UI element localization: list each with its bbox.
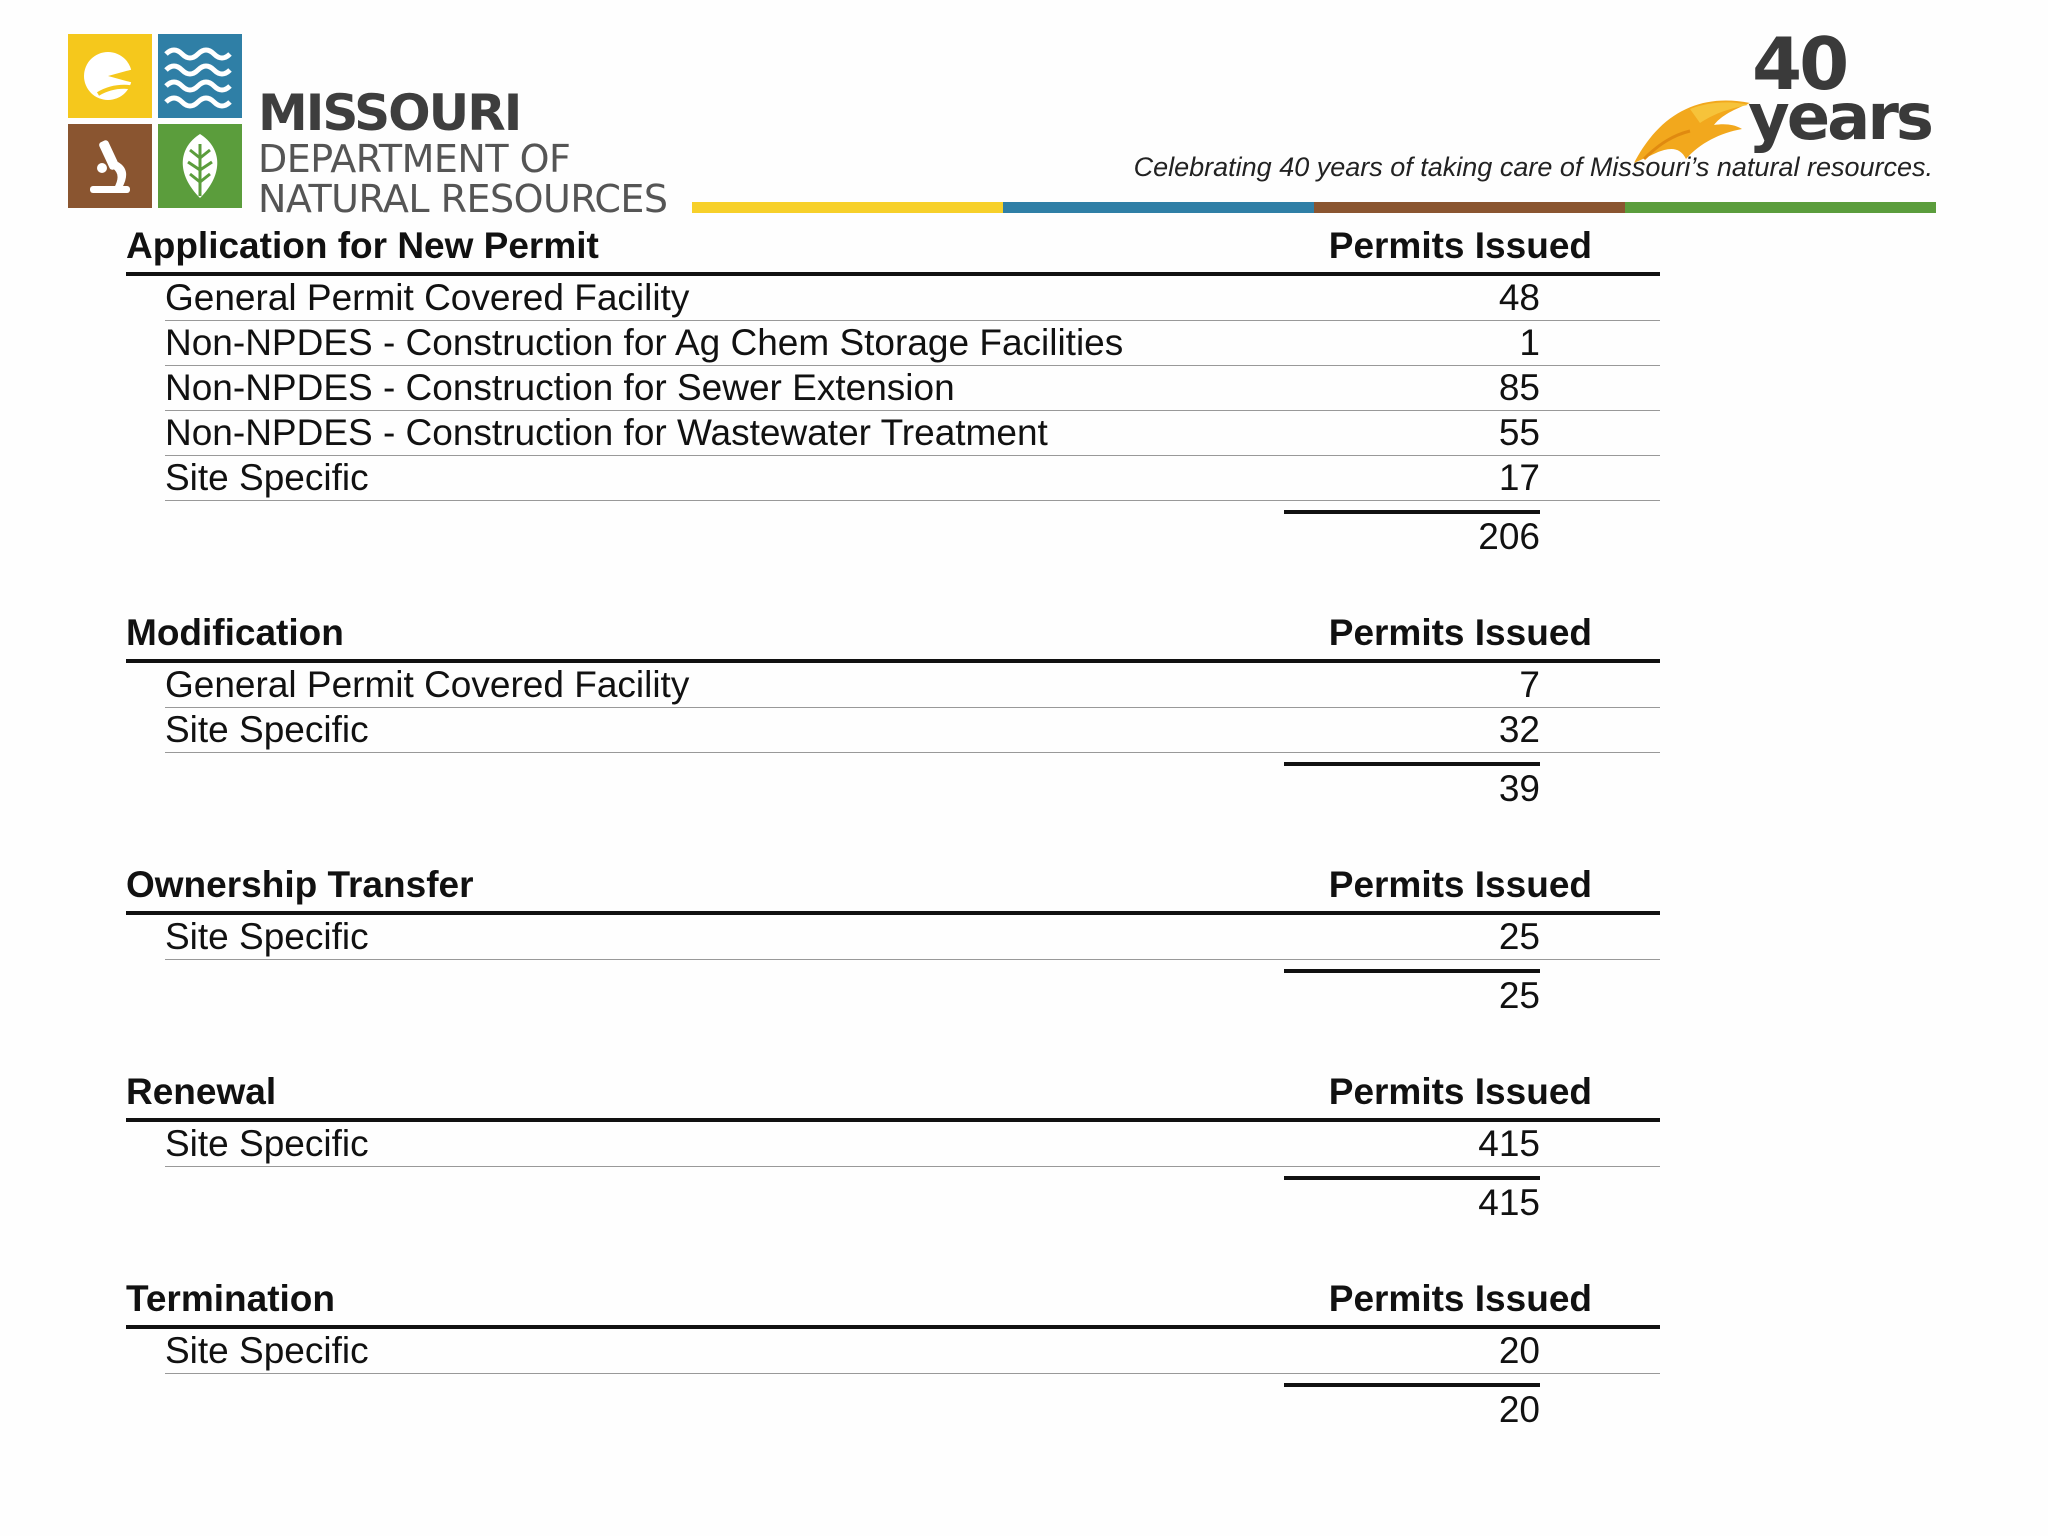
- row-value: 25: [1498, 916, 1540, 957]
- table-row: [165, 456, 1660, 501]
- column-header: Permits Issued: [1328, 612, 1592, 653]
- section-total: [126, 1167, 1660, 1223]
- anniversary-word: years: [1748, 81, 1931, 155]
- permit-section: [126, 218, 1660, 557]
- total-rule: [1284, 1383, 1540, 1387]
- section-total: [126, 1374, 1660, 1430]
- table-row: [165, 1122, 1660, 1167]
- total-rule: [1284, 969, 1540, 973]
- row-label: Site Specific: [165, 457, 369, 498]
- row-label: General Permit Covered Facility: [165, 277, 690, 318]
- permit-section: [126, 857, 1660, 1016]
- stripe-brown: [1314, 202, 1625, 213]
- total-rule: [1284, 1176, 1540, 1180]
- table-row: [165, 276, 1660, 321]
- section-title: Renewal: [126, 1071, 277, 1112]
- table-row: [165, 1329, 1660, 1374]
- agency-name-line2: DEPARTMENT OF: [258, 137, 571, 181]
- stripe-blue: [1003, 202, 1314, 213]
- table-row: [165, 411, 1660, 456]
- row-label: Non-NPDES - Construction for Sewer Extension: [165, 367, 955, 408]
- microscope-icon: [68, 124, 152, 208]
- section-title: Application for New Permit: [126, 225, 599, 266]
- anniversary-number: 40: [1752, 22, 1847, 106]
- stripe-yellow: [692, 202, 1003, 213]
- row-label: Site Specific: [165, 916, 369, 957]
- leaf-icon: [158, 124, 242, 208]
- table-row: [165, 366, 1660, 411]
- row-value: 415: [1478, 1123, 1540, 1164]
- total-value: 415: [1478, 1182, 1540, 1223]
- page-header: [0, 0, 2048, 221]
- row-value: 20: [1498, 1330, 1540, 1371]
- row-value: 1: [1519, 322, 1540, 363]
- total-rule: [1284, 510, 1540, 514]
- section-header: [126, 857, 1660, 915]
- table-row: [165, 708, 1660, 753]
- color-stripe: [692, 202, 1936, 213]
- permit-section: [126, 1271, 1660, 1430]
- row-value: 55: [1498, 412, 1540, 453]
- row-value: 17: [1498, 457, 1540, 498]
- water-icon: [158, 34, 242, 118]
- section-header: [126, 1271, 1660, 1329]
- column-header: Permits Issued: [1328, 1071, 1592, 1112]
- table-row: [165, 663, 1660, 708]
- section-title: Modification: [126, 612, 344, 653]
- row-value: 7: [1519, 664, 1540, 705]
- row-label: Non-NPDES - Construction for Wastewater Treatment: [165, 412, 1048, 453]
- row-label: General Permit Covered Facility: [165, 664, 690, 705]
- agency-name-line1: MISSOURI: [258, 84, 521, 142]
- table-row: [165, 321, 1660, 366]
- total-value: 39: [1498, 768, 1540, 809]
- row-label: Site Specific: [165, 1123, 369, 1164]
- permit-section: [126, 605, 1660, 809]
- row-value: 48: [1498, 277, 1540, 318]
- row-label: Site Specific: [165, 1330, 369, 1371]
- dnr-logo: [68, 34, 242, 208]
- table-row: [165, 915, 1660, 960]
- stripe-green: [1625, 202, 1936, 213]
- column-header: Permits Issued: [1328, 1278, 1592, 1319]
- row-value: 32: [1498, 709, 1540, 750]
- agency-name-line3: NATURAL RESOURCES: [258, 177, 668, 221]
- section-header: [126, 605, 1660, 663]
- section-title: Termination: [126, 1278, 335, 1319]
- anniversary-logo: [1630, 22, 1940, 155]
- total-value: 206: [1478, 516, 1540, 557]
- section-title: Ownership Transfer: [126, 864, 474, 905]
- section-total: [126, 501, 1660, 557]
- section-total: [126, 960, 1660, 1016]
- section-header: [126, 218, 1660, 276]
- row-label: Non-NPDES - Construction for Ag Chem Storage Facilities: [165, 322, 1124, 363]
- column-header: Permits Issued: [1328, 864, 1592, 905]
- total-value: 25: [1498, 975, 1540, 1016]
- permit-tables: [126, 218, 1660, 1430]
- tagline: Celebrating 40 years of taking care of Missouri’s natural resources.: [1133, 152, 1933, 182]
- permit-section: [126, 1064, 1660, 1223]
- section-header: [126, 1064, 1660, 1122]
- sun-icon: [68, 34, 152, 118]
- total-rule: [1284, 762, 1540, 766]
- agency-name: [258, 84, 668, 221]
- section-total: [126, 753, 1660, 809]
- row-label: Site Specific: [165, 709, 369, 750]
- column-header: Permits Issued: [1328, 225, 1592, 266]
- row-value: 85: [1498, 367, 1540, 408]
- total-value: 20: [1498, 1389, 1540, 1430]
